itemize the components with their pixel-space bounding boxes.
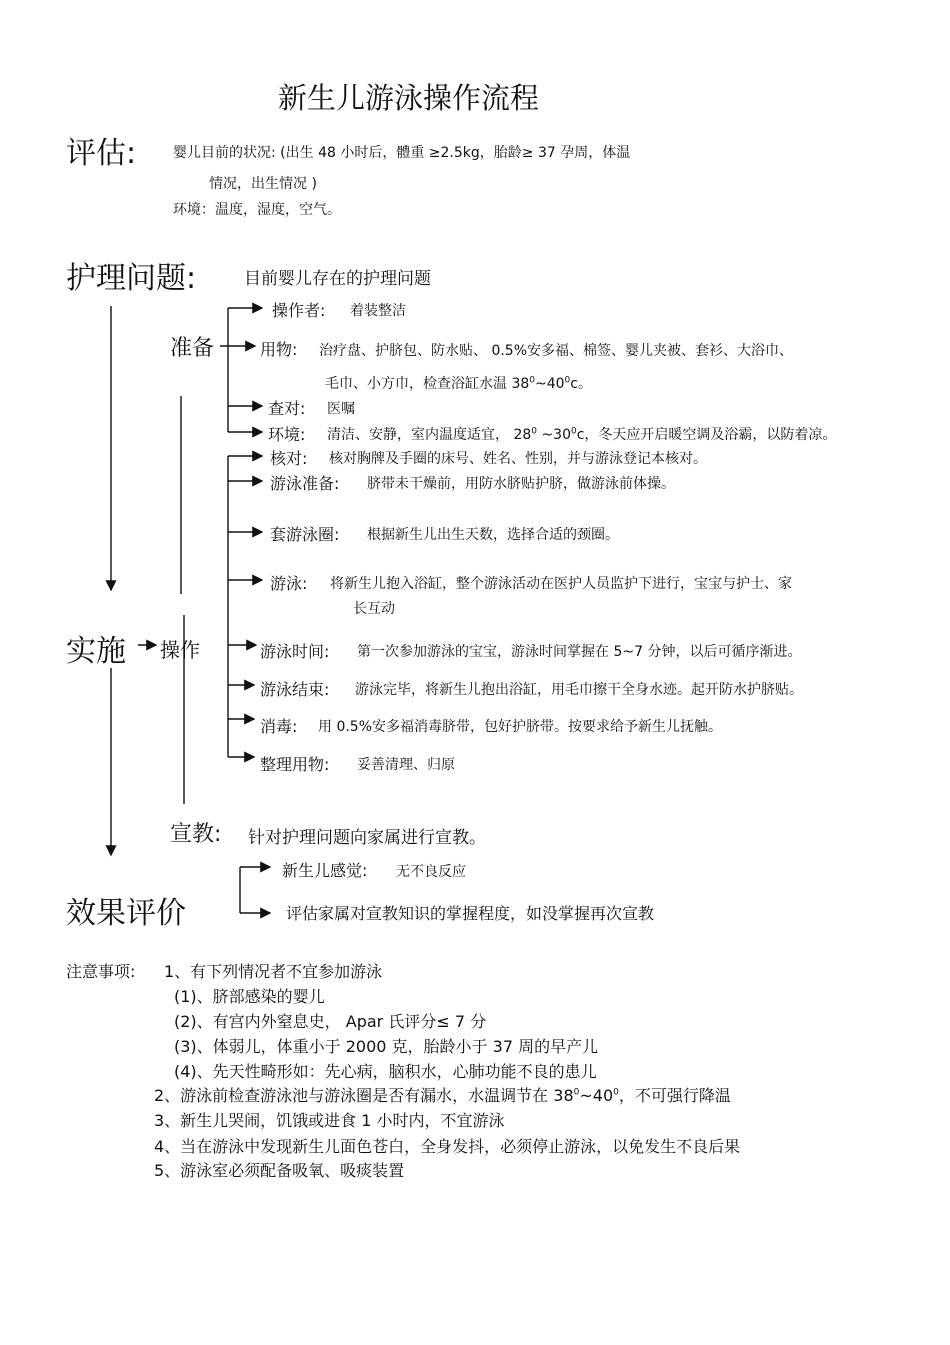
evaluation-item1-text: 无不良反应 [396, 864, 466, 880]
notes-line: 1、有下列情况者不宜参加游泳 [164, 962, 383, 981]
prep-item-text: 着装整洁 [350, 303, 406, 319]
implement-item-text: 游泳完毕，将新生儿抱出浴缸，用毛巾擦干全身水迹。起开防水护脐贴。 [355, 682, 803, 698]
page-title: 新生儿游泳操作流程 [278, 81, 540, 115]
evaluation-item1-label: 新生儿感觉: [282, 861, 368, 880]
evaluation-item2-text: 评估家属对宣教知识的掌握程度，如没掌握再次宣教 [286, 904, 655, 923]
notes-line: (4)、先天性畸形如：先心病，脑积水，心肺功能不良的患儿 [174, 1062, 597, 1081]
assessment-heading: 评估: [66, 136, 137, 171]
notes-heading: 注意事项: [66, 962, 136, 981]
implement-item-text: 根据新生儿出生天数，选择合适的颈圈。 [367, 527, 619, 543]
prep-item-label: 环境: [268, 425, 306, 444]
nursing-heading: 护理问题: [66, 261, 197, 296]
implement-item-text-cont: 长互动 [353, 601, 395, 617]
prep-item-label: 用物: [260, 340, 298, 359]
implement-item-label: 消毒: [260, 717, 298, 736]
prep-item-text: 毛巾、小方巾，检查浴缸水温 $38^0\sim 40^0c$。 [325, 375, 592, 392]
nursing-text: 目前婴儿存在的护理问题 [244, 269, 431, 289]
implement-item-text: 核对胸牌及手圈的床号、姓名、性别，并与游泳登记本核对。 [329, 451, 707, 467]
implement-item-label: 游泳: [270, 574, 308, 593]
notes-line: (3)、体弱儿，体重小于 2000 克，胎龄小于 37 周的早产儿 [174, 1037, 599, 1056]
prep-label: 准备 [170, 336, 215, 361]
prep-item-text: 医嘱 [327, 401, 355, 417]
implement-item-text: 脐带未干燥前，用防水脐贴护脐，做游泳前体操。 [367, 476, 675, 492]
education-label: 宣教: [170, 822, 222, 847]
implement-item-label: 游泳时间: [260, 642, 330, 661]
implement-label: 实施 [66, 634, 126, 669]
implement-item-text: 将新生儿抱入浴缸，整个游泳活动在医护人员监护下进行，宝宝与护士、家 [330, 576, 792, 592]
notes-line: 2、游泳前检查游泳池与游泳圈是否有漏水，水温调节在 $38^0\sim 40^0$，不可强行降温 [154, 1086, 731, 1105]
notes-line: 3、新生儿哭闹，饥饿或进食 1 小时内，不宜游泳 [154, 1111, 505, 1130]
implement-item-text: 用 0.5%安多福消毒脐带，包好护脐带。按要求给予新生儿抚触。 [318, 719, 723, 735]
implement-sub: 操作 [160, 638, 200, 662]
evaluation-heading: 效果评价 [66, 896, 186, 931]
notes-line: (1)、脐部感染的婴儿 [174, 987, 325, 1006]
assessment-line2: 情况，出生情况 ) [209, 176, 317, 192]
notes-line: 5、游泳室必须配备吸氧、吸痰装置 [154, 1161, 405, 1180]
assessment-line3: 环境：温度，湿度，空气。 [173, 202, 341, 218]
implement-item-text: 妥善清理、归原 [357, 757, 455, 773]
notes-line: (2)、有宫内外窒息史， Apar 氏评分≤ 7 分 [174, 1012, 487, 1031]
implement-item-text: 第一次参加游泳的宝宝，游泳时间掌握在 5~7 分钟，以后可循序渐进。 [357, 644, 802, 660]
prep-item-text: 清洁、安静，室内温度适宜， $28^0$ $\sim 30^0c$，冬天应开启暖空调及浴霸，以防着凉。 [327, 426, 837, 443]
notes-line: 4、当在游泳中发现新生儿面色苍白，全身发抖，必须停止游泳，以免发生不良后果 [154, 1137, 741, 1156]
implement-item-label: 核对: [270, 449, 308, 468]
prep-item-text: 治疗盘、护脐包、防水贴、 0.5%安多福、棉签、婴儿夹被、套衫、大浴巾、 [319, 343, 794, 359]
implement-item-label: 套游泳圈: [270, 525, 340, 544]
prep-item-label: 操作者: [272, 301, 326, 320]
assessment-line1: 婴儿目前的状况: (出生 48 小时后，體重 ≥2.5kg，胎龄≥ 37 孕周，体温 [173, 145, 631, 161]
prep-item-label: 查对: [268, 399, 306, 418]
implement-item-label: 整理用物: [260, 755, 330, 774]
implement-item-label: 游泳准备: [270, 474, 340, 493]
implement-item-label: 游泳结束: [260, 680, 330, 699]
education-text: 针对护理问题向家属进行宣教。 [248, 828, 486, 848]
